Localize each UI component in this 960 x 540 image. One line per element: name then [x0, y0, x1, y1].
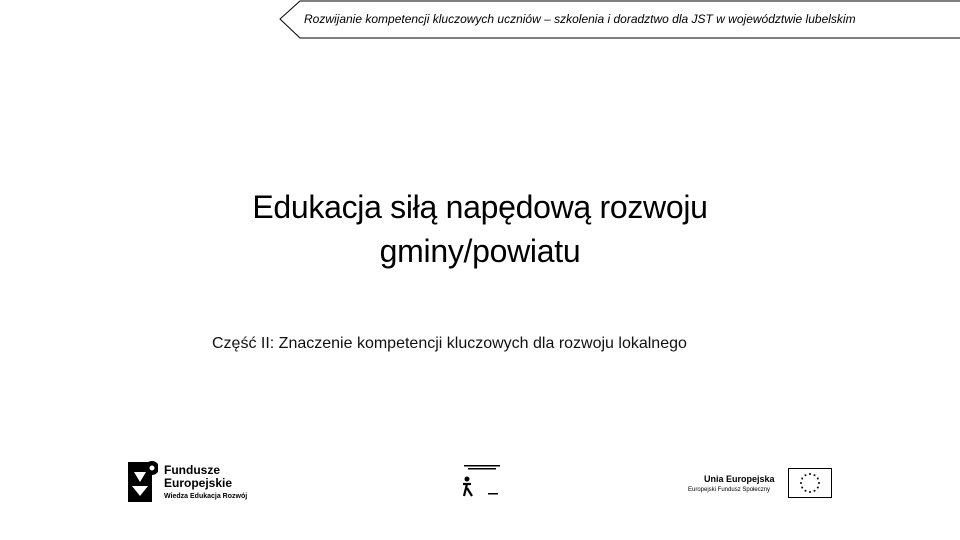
logo-unia-europejska: [686, 468, 834, 500]
logo-fundusze-europejskie: [128, 460, 268, 506]
eu-flag-icon: [788, 468, 832, 498]
header-banner: [278, 0, 960, 40]
logo-fe-line1: Fundusze: [164, 463, 220, 477]
eu-fund: Europejski Fundusz Społeczny: [688, 487, 771, 493]
eu-name: Unia Europejska: [704, 474, 775, 484]
slide-title: [180, 185, 780, 273]
logo-fe-line2: Europejskie: [164, 476, 233, 490]
person-figure-icon: [460, 476, 504, 498]
logo-fe-line3: Wiedza Edukacja Rozwój: [164, 493, 248, 500]
slide-subtitle: Część II: Znaczenie kompetencji kluczowych dla rozwoju lokalnego: [212, 335, 687, 352]
title-line-2: gminy/powiatu: [379, 233, 581, 269]
logo-middle-lettering: [464, 464, 504, 472]
banner-text: Rozwijanie kompetencji kluczowych uczniów – szkolenia i doradztwo dla JST w województwie lubelskim: [304, 12, 856, 26]
logo-middle: [460, 464, 510, 500]
title-line-1: Edukacja siłą napędową rozwoju: [252, 189, 708, 225]
funds-logo-icon: [128, 460, 158, 504]
